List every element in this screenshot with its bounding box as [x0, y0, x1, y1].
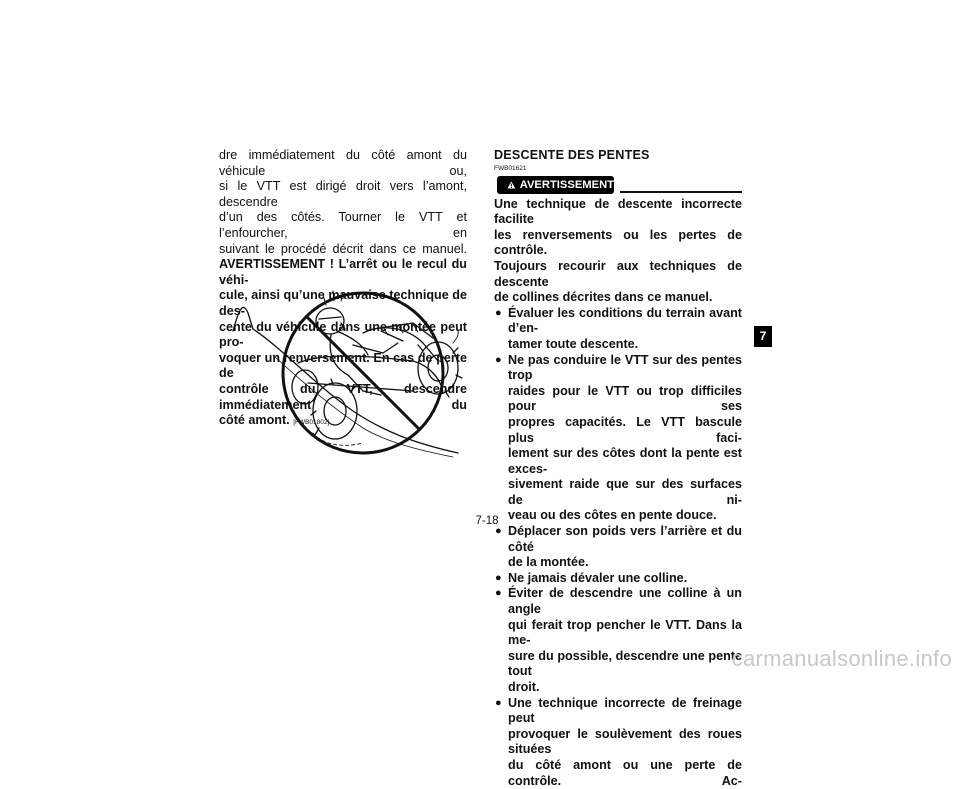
- bullet-item: [494, 586, 742, 695]
- warning-header: [494, 176, 742, 194]
- body-text-line: suivant le procédé décrit dans ce manuel.: [219, 241, 467, 256]
- right-column: [494, 148, 742, 789]
- warning-text-line: cente du véhicule dans une montée peut pro-: [219, 319, 467, 350]
- bullet-dot-icon: ●: [495, 571, 502, 584]
- bullet-dot-icon: ●: [495, 525, 502, 538]
- reference-code: [FWB01802]: [293, 419, 330, 427]
- section-heading: DESCENTE DES PENTES: [494, 148, 650, 162]
- bullet-line: Éviter de descendre une colline à un angle: [508, 586, 742, 617]
- warning-text-line: AVERTISSEMENT ! L’arrêt ou le recul du véhi-: [219, 257, 467, 287]
- warning-intro-line: Toujours recourir aux techniques de descente: [494, 258, 742, 289]
- bullet-line: Déplacer son poids vers l’arrière et du côté: [508, 524, 742, 554]
- warning-text-line: cule, ainsi qu’une mauvaise technique de des-: [219, 288, 467, 318]
- body-text-line: d’un des côtés. Tourner le VTT et l’enfourcher, en: [219, 210, 467, 240]
- bullet-dot-icon: ●: [495, 306, 502, 319]
- bullet-line: raides pour le VTT ou trop difficiles pour ses: [508, 383, 742, 414]
- bullet-dot-icon: ●: [495, 587, 502, 600]
- bullet-item: [494, 306, 742, 353]
- bullet-line: lement sur des côtes dont la pente est exces-: [508, 446, 742, 476]
- bullet-line: Une technique incorrecte de freinage peut: [508, 695, 742, 726]
- bullet-line: propres capacités. Le VTT bascule plus faci-: [508, 414, 742, 445]
- warning-rule: [620, 191, 742, 192]
- section-code: FWB01621: [494, 164, 527, 172]
- bullet-item: [494, 696, 742, 789]
- warning-intro-line: les renversements ou les pertes de contrôle.: [494, 227, 742, 258]
- bullet-line: de la montée.: [508, 555, 589, 570]
- bullet-line: veau ou des côtes en pente douce.: [508, 508, 717, 523]
- bullet-line: droit.: [508, 680, 540, 694]
- warning-intro-line: de collines décrites dans ce manuel.: [494, 290, 713, 305]
- watermark: carmanualsonline.info: [731, 646, 952, 671]
- warning-triangle-icon: [507, 179, 516, 191]
- bullet-item: [494, 353, 742, 525]
- body-text-line: dre immédiatement du côté amont du véhicule ou,: [219, 148, 467, 178]
- bullet-line: Ne pas conduire le VTT sur des pentes trop: [508, 352, 742, 383]
- warning-intro-line: Une technique de descente incorrecte facilite: [494, 196, 742, 227]
- warning-label: AVERTISSEMENT: [519, 178, 614, 191]
- body-text-line: si le VTT est dirigé droit vers l’amont, descendre: [219, 179, 467, 209]
- bullet-item: [494, 571, 742, 587]
- bullet-line: qui ferait trop pencher le VTT. Dans la me-: [508, 617, 742, 648]
- bullet-line: sivement raide que sur des surfaces de ni-: [508, 477, 742, 507]
- bullet-line: Ne jamais dévaler une colline.: [508, 570, 688, 585]
- chapter-tab: 7: [754, 326, 772, 347]
- atv-prohibited-illustration: [213, 283, 471, 459]
- warning-intro: [494, 197, 742, 306]
- bullet-line: du côté amont ou une perte de contrôle. Ac-: [508, 757, 742, 788]
- bullet-line: sure du possible, descendre une pente tout: [508, 648, 742, 679]
- warning-text-end: côté amont.: [219, 413, 290, 428]
- bullet-item: [494, 524, 742, 571]
- bullet-dot-icon: ●: [495, 353, 502, 366]
- bullet-line: provoquer le soulèvement des roues situées: [508, 726, 742, 757]
- bullet-dot-icon: ●: [495, 696, 502, 709]
- page-number: 7-18: [475, 515, 499, 527]
- bullet-line: Évaluer les conditions du terrain avant d’en-: [508, 305, 742, 336]
- warning-text-line: voquer un renversement. En cas de perte de: [219, 350, 467, 381]
- warning-badge: [497, 176, 614, 194]
- bullet-line: tamer toute descente.: [508, 336, 639, 351]
- warning-text-line: contrôle du VTT, descendre immédiatement du: [219, 381, 467, 412]
